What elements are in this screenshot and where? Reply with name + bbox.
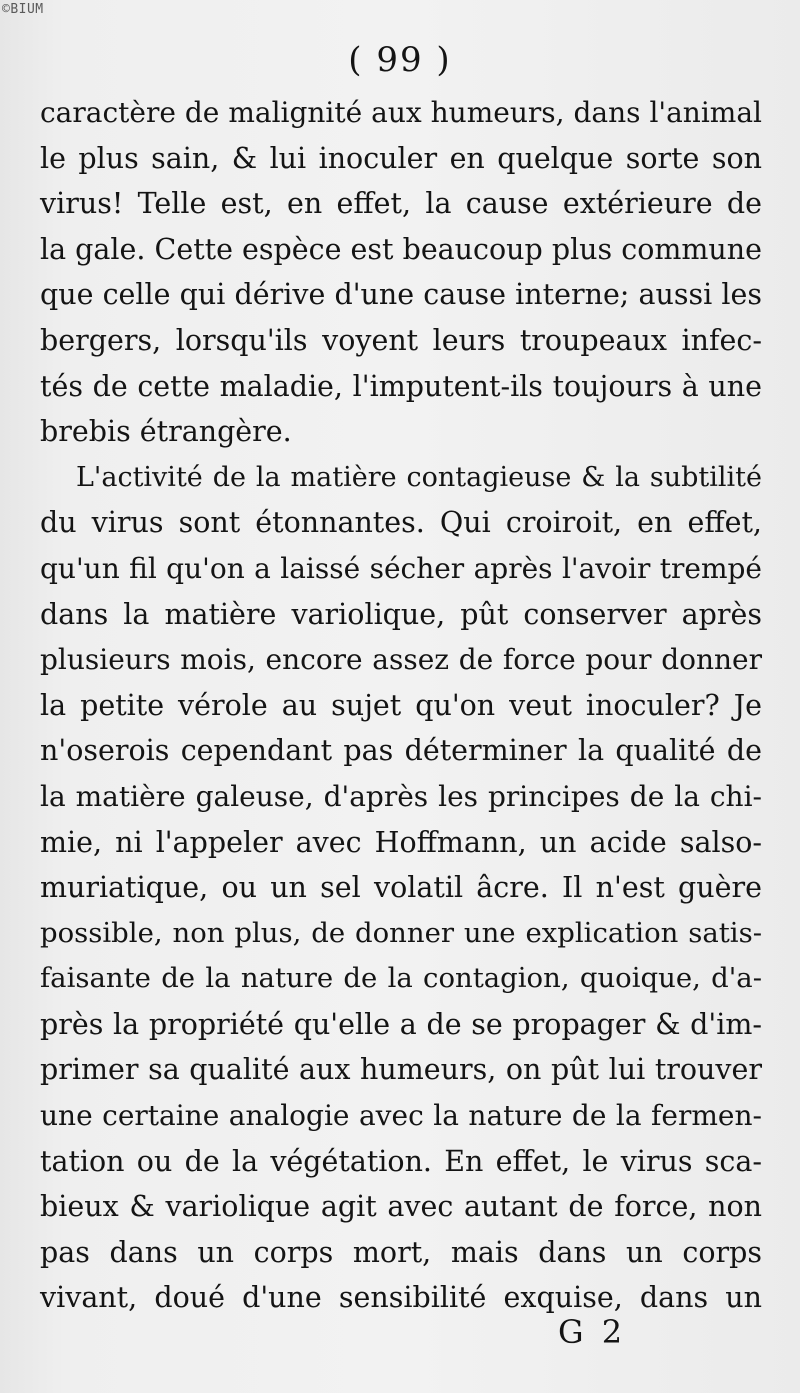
text-line: le plus sain, & lui inoculer en quelque sorte son (40, 141, 762, 175)
text-line: caractère de malignité aux humeurs, dans l'animal (40, 96, 762, 129)
text-line: près la propriété qu'elle a de se propager & d'im- (40, 1007, 762, 1041)
text-line: dans la matière variolique, pût conserver après (40, 597, 762, 631)
text-line: du virus sont étonnantes. Qui croiroit, en effet, (40, 506, 762, 540)
text-line: L'activité de la matière contagieuse & la subtilité (76, 461, 762, 493)
text-line: n'oserois cependant pas déterminer la qualité de (40, 734, 762, 768)
text-line: la matière galeuse, d'après les principes de la chi- (40, 779, 762, 813)
body-text (40, 90, 762, 1321)
text-line: tation ou de la végétation. En effet, le virus sca- (40, 1144, 762, 1178)
text-line: primer sa qualité aux humeurs, on pût lui trouver (40, 1053, 762, 1087)
text-line: bieux & variolique agit avec autant de force, non (40, 1190, 762, 1224)
text-line: bergers, lorsqu'ils voyent leurs troupeaux infec- (40, 323, 762, 357)
text-line: vivant, doué d'une sensibilité exquise, dans un (40, 1281, 762, 1315)
text-line: plusieurs mois, encore assez de force pour donner (40, 643, 762, 677)
text-line: que celle qui dérive d'une cause interne; aussi les (40, 278, 762, 312)
text-line: la gale. Cette espèce est beaucoup plus commune (40, 232, 762, 266)
text-line: muriatique, ou un sel volatil âcre. Il n'est guère (40, 871, 762, 905)
text-line: possible, non plus, de donner une explication satis- (40, 916, 762, 949)
text-line: la petite vérole au sujet qu'on veut inoculer? Je (40, 688, 762, 722)
page-number: ( 99 ) (348, 40, 452, 80)
text-line: qu'un fil qu'on a laissé sécher après l'avoir trempé (40, 551, 762, 585)
text-line: tés de cette maladie, l'imputent-ils toujours à une (40, 369, 762, 403)
signature-mark: G 2 (558, 1313, 627, 1351)
text-line: faisante de la nature de la contagion, quoique, d'a- (40, 962, 762, 995)
text-line: pas dans un corps mort, mais dans un corps (40, 1235, 762, 1269)
text-line: virus! Telle est, en effet, la cause extérieure de (40, 187, 762, 221)
library-watermark: ©BIUM (2, 2, 44, 17)
text-line: mie, ni l'appeler avec Hoffmann, un acide salso- (40, 825, 762, 859)
text-line: une certaine analogie avec la nature de la fermen- (40, 1099, 762, 1133)
text-line: brebis étrangère. (40, 415, 292, 449)
